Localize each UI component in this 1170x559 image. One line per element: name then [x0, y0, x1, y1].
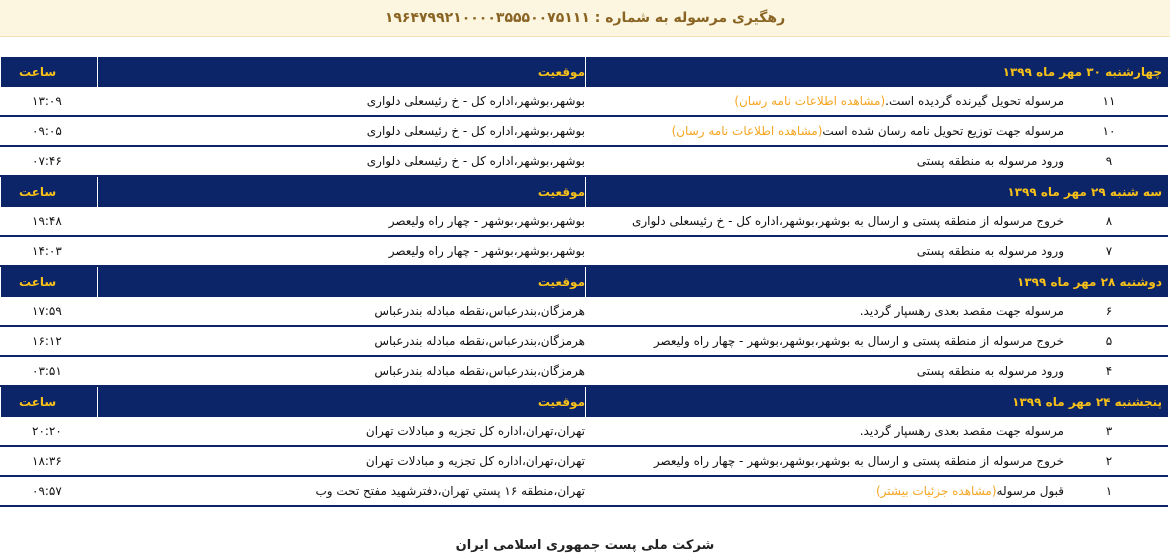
event-time: ۰۹:۰۵ — [32, 124, 62, 138]
date-header: سه شنبه ۲۹ مهر ماه ۱۳۹۹ — [585, 177, 1168, 207]
column-header-location: موقعیت — [97, 177, 585, 207]
table-row — [0, 147, 1168, 177]
event-number: ۷ — [1105, 244, 1113, 258]
event-location: تهران،تهران،اداره کل تجزیه و مبادلات تهران — [365, 454, 585, 468]
event-location: هرمزگان،بندرعباس،نقطه مبادله بندرعباس — [374, 334, 585, 348]
date-header-row — [0, 177, 1168, 207]
event-location: بوشهر،بوشهر،بوشهر - چهار راه ولیعصر — [388, 244, 585, 258]
tracking-title: رهگیری مرسوله به شماره : ۱۹۶۴۷۹۹۲۱۰۰۰۰۳۵۵۵۰۰۷۵۱۱۱ — [384, 10, 786, 26]
event-time: ۱۹:۴۸ — [32, 214, 62, 228]
event-number: ۱ — [1105, 484, 1113, 498]
column-header-time: ساعت — [0, 177, 97, 207]
date-header-row — [0, 267, 1168, 297]
event-number: ۵ — [1105, 334, 1113, 348]
event-text: قبول مرسوله — [996, 484, 1064, 498]
event-description-cell — [585, 147, 1168, 175]
date-header: پنجشنبه ۲۴ مهر ماه ۱۳۹۹ — [585, 387, 1168, 417]
table-row — [0, 477, 1168, 507]
event-number: ۶ — [1105, 304, 1113, 318]
date-header: دوشنبه ۲۸ مهر ماه ۱۳۹۹ — [585, 267, 1168, 297]
event-description-cell — [585, 117, 1168, 145]
column-header-time: ساعت — [0, 57, 97, 87]
event-location: هرمزگان،بندرعباس،نقطه مبادله بندرعباس — [374, 364, 585, 378]
table-row — [0, 297, 1168, 327]
event-text: مرسوله جهت مقصد بعدی رهسپار گردید. — [859, 424, 1064, 438]
event-number: ۱۱ — [1102, 94, 1116, 108]
event-time: ۱۴:۰۳ — [32, 244, 62, 258]
tracking-title-bar — [0, 0, 1170, 37]
event-time: ۱۸:۳۶ — [32, 454, 62, 468]
event-text: مرسوله جهت مقصد بعدی رهسپار گردید. — [859, 304, 1064, 318]
event-number: ۲ — [1105, 454, 1113, 468]
event-location: بوشهر،بوشهر،بوشهر - چهار راه ولیعصر — [388, 214, 585, 228]
event-location: تهران،تهران،اداره کل تجزیه و مبادلات تهران — [365, 424, 585, 438]
column-header-location: موقعیت — [97, 57, 585, 87]
column-header-location: موقعیت — [97, 267, 585, 297]
event-text: ورود مرسوله به منطقه پستی — [916, 364, 1064, 378]
event-number: ۹ — [1105, 154, 1113, 168]
footer-company-name: شرکت ملی پست جمهوری اسلامی ایران — [455, 538, 715, 553]
table-row — [0, 117, 1168, 147]
event-text: مرسوله تحویل گیرنده گردیده است. — [885, 94, 1064, 108]
event-text: خروج مرسوله از منطقه پستی و ارسال به بوشهر،بوشهر،بوشهر - چهار راه ولیعصر — [653, 334, 1064, 348]
table-row — [0, 237, 1168, 267]
event-location: بوشهر،بوشهر،اداره کل - خ رئیسعلی دلواری — [366, 154, 585, 168]
event-description-cell — [585, 477, 1168, 505]
details-link[interactable]: (مشاهده جزئیات بیشتر) — [875, 484, 997, 498]
event-location: بوشهر،بوشهر،اداره کل - خ رئیسعلی دلواری — [366, 124, 585, 138]
column-header-time: ساعت — [0, 387, 97, 417]
event-time: ۱۷:۵۹ — [32, 304, 62, 318]
event-number: ۸ — [1105, 214, 1113, 228]
event-description-cell — [585, 207, 1168, 235]
event-time: ۱۳:۰۹ — [32, 94, 62, 108]
event-time: ۰۳:۵۱ — [32, 364, 62, 378]
column-header-location: موقعیت — [97, 387, 585, 417]
event-number: ۱۰ — [1102, 124, 1116, 138]
date-header-row — [0, 57, 1168, 87]
date-header-row — [0, 387, 1168, 417]
table-row — [0, 357, 1168, 387]
event-time: ۰۹:۵۷ — [32, 484, 62, 498]
date-header: چهارشنبه ۳۰ مهر ماه ۱۳۹۹ — [585, 57, 1168, 87]
event-location: تهران،منطقه ۱۶ پستي تهران،دفترشهید مفتح تحت وب — [315, 484, 585, 498]
event-description-cell — [585, 447, 1168, 475]
details-link[interactable]: (مشاهده اطلاعات نامه رسان) — [671, 124, 823, 138]
table-row — [0, 417, 1168, 447]
table-row — [0, 207, 1168, 237]
details-link[interactable]: (مشاهده اطلاعات نامه رسان) — [734, 94, 886, 108]
event-number: ۳ — [1105, 424, 1113, 438]
event-text: مرسوله جهت توزیع تحویل نامه رسان شده است — [822, 124, 1064, 138]
event-description-cell — [585, 237, 1168, 265]
event-description-cell — [585, 297, 1168, 325]
event-description-cell — [585, 357, 1168, 385]
event-time: ۲۰:۲۰ — [32, 424, 62, 438]
event-description-cell — [585, 87, 1168, 115]
table-row — [0, 87, 1168, 117]
event-location: هرمزگان،بندرعباس،نقطه مبادله بندرعباس — [374, 304, 585, 318]
event-time: ۱۶:۱۲ — [32, 334, 62, 348]
event-time: ۰۷:۴۶ — [32, 154, 62, 168]
event-location: بوشهر،بوشهر،اداره کل - خ رئیسعلی دلواری — [366, 94, 585, 108]
event-number: ۴ — [1105, 364, 1113, 378]
event-text: خروج مرسوله از منطقه پستی و ارسال به بوشهر،بوشهر،بوشهر - چهار راه ولیعصر — [653, 454, 1064, 468]
column-header-time: ساعت — [0, 267, 97, 297]
event-description-cell — [585, 327, 1168, 355]
tracking-table — [0, 57, 1168, 507]
event-text: خروج مرسوله از منطقه پستی و ارسال به بوشهر،بوشهر،اداره کل - خ رئیسعلی دلواری — [631, 214, 1064, 228]
event-text: ورود مرسوله به منطقه پستی — [916, 154, 1064, 168]
table-row — [0, 447, 1168, 477]
event-text: ورود مرسوله به منطقه پستی — [916, 244, 1064, 258]
table-row — [0, 327, 1168, 357]
event-description-cell — [585, 417, 1168, 445]
